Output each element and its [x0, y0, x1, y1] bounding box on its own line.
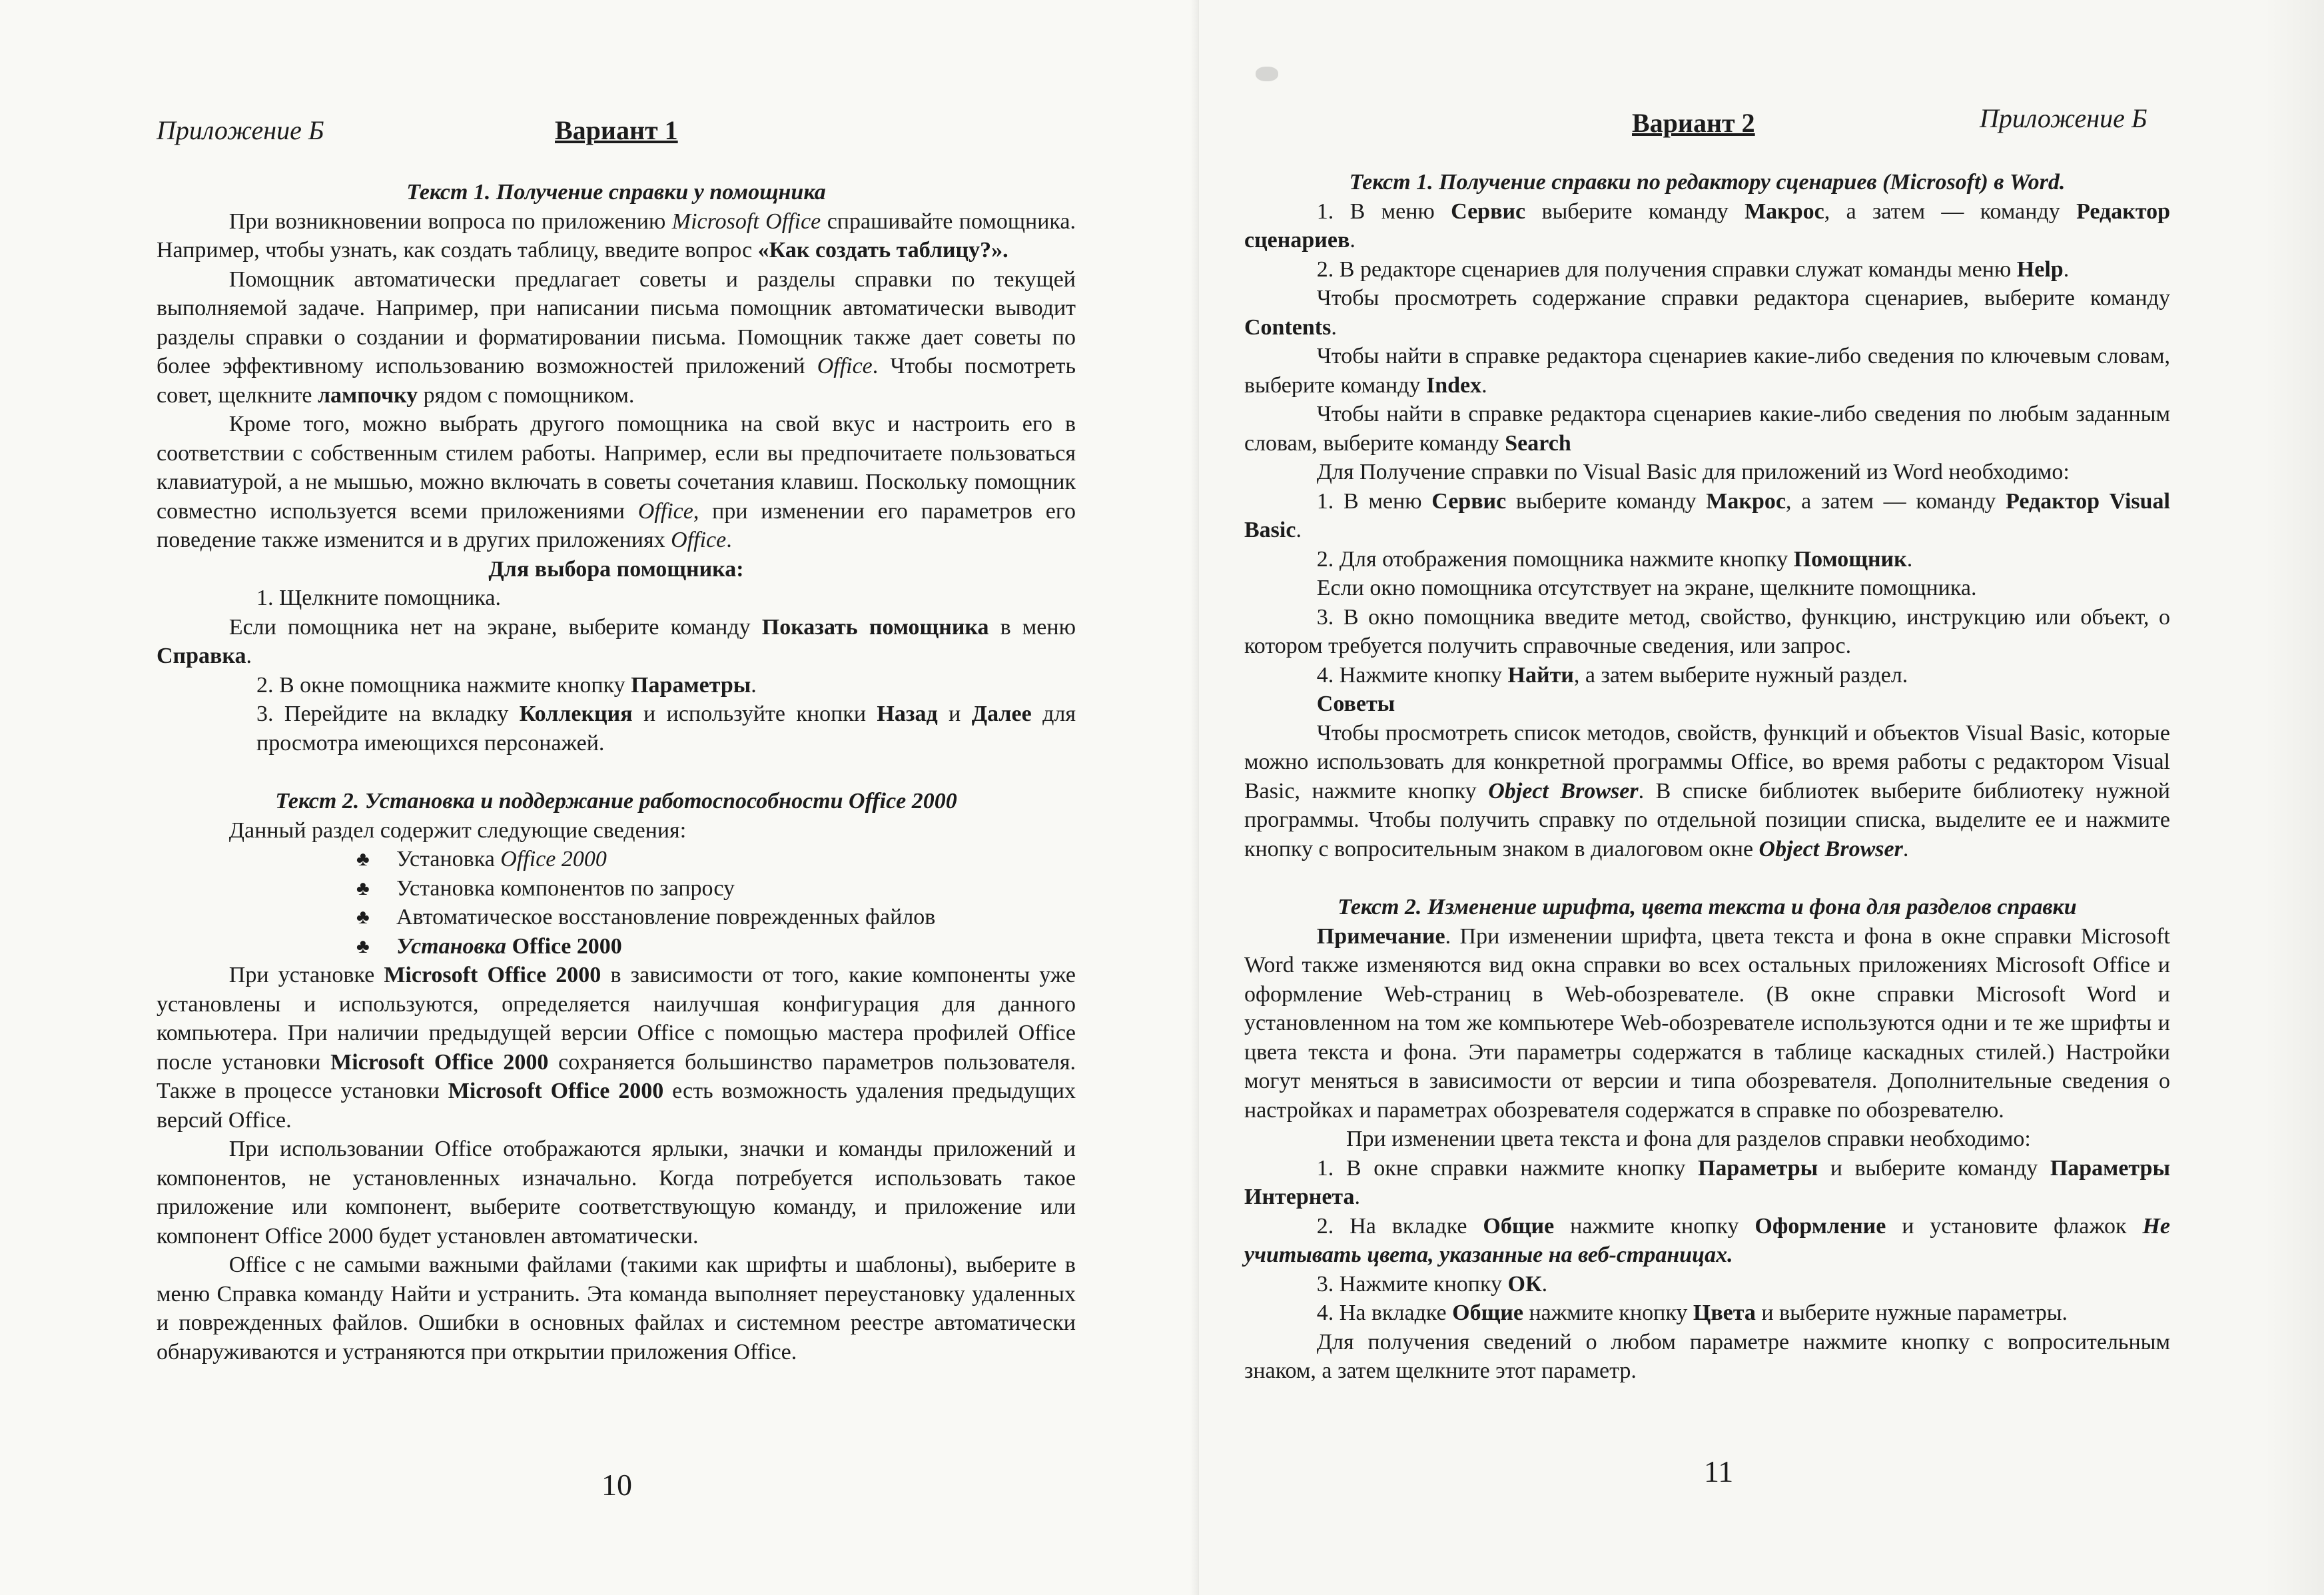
- paragraph: Чтобы просмотреть содержание справки редактора сценариев, выберите команду Contents.: [1244, 286, 2170, 340]
- paragraph: Кроме того, можно выбрать другого помощника на свой вкус и настроить его в соответствии с собственным стилем работы. Например, если вы предпочитаете пользоваться клавиатурой, а не мышью, можно включать в советы сочетания клавиш. Поскольку помощник совместно используется всеми приложениями Office, при изменении его параметров его поведение также изменится и в других приложениях Office.: [157, 412, 1076, 552]
- spacer: [1244, 863, 2170, 893]
- page-edge-shadow: [2265, 0, 2324, 1595]
- club-bullet-icon: ♣: [356, 906, 370, 928]
- paragraph: Чтобы просмотреть список методов, свойств, функций и объектов Visual Basic, которые можно использовать для конкретной программы Office, во время работы с редактором Visual Basic, нажмите кнопку Object Browser. В списке библиотек выберите библиотеку нужной программы. Чтобы получить справку по отдельной позиции списка, выделите ее и нажмите кнопку с вопросительным знаком в диалоговом окне Object Browser.: [1244, 720, 2170, 861]
- list-item: ♣ Автоматическое восстановление поврежденных файлов: [396, 903, 1076, 932]
- club-bullet-icon: ♣: [356, 935, 370, 957]
- left-header-appendix: Приложение Б: [157, 115, 324, 145]
- left-header-variant: Вариант 1: [555, 115, 678, 145]
- right-page-body: [1244, 168, 2170, 1386]
- paragraph: 1. В меню Сервис выберите команду Макрос, а затем — команду Редактор Visual Basic.: [1244, 488, 2170, 542]
- list-item: ♣ Установка Office 2000: [396, 845, 1076, 874]
- list-item: ♣ Установка Office 2000: [396, 932, 1076, 961]
- left-page-number: 10: [601, 1468, 632, 1502]
- paragraph: Для получения сведений о любом параметре нажмите кнопку с вопросительным знаком, а затем щелкните этот параметр.: [1244, 1329, 2170, 1383]
- step-item: 1. Щелкните помощника.: [256, 586, 501, 610]
- paragraph: 4. Нажмите кнопку Найти, а затем выберите нужный раздел.: [1316, 662, 1908, 688]
- right-header-variant: Вариант 2: [1632, 108, 1755, 138]
- paragraph: Данный раздел содержит следующие сведения:: [228, 817, 687, 843]
- paragraph: Для Получение справки по Visual Basic для приложений из Word необходимо:: [1316, 460, 2070, 484]
- right-page: [1199, 0, 2324, 1595]
- text2-heading: Текст 2. Изменение шрифта, цвета текста и фона для разделов справки: [1338, 895, 2077, 919]
- scan-artifact: [1256, 67, 1278, 81]
- paragraph: При установке Microsoft Office 2000 в зависимости от того, какие компоненты уже установлены и используются, определяется наилучшая конфигурация для данного компьютера. При наличии предыдущей версии Office с помощью мастера профилей Office после установки Microsoft Office 2000 сохраняется большинство параметров пользователя. Также в процессе установки Microsoft Office 2000 есть возможность удаления предыдущих версий Office.: [157, 963, 1076, 1133]
- text1-heading: Текст 1. Получение справки у помощника: [406, 180, 826, 205]
- paragraph: 4. На вкладке Общие нажмите кнопку Цвета и выберите нужные параметры.: [1316, 1301, 2068, 1325]
- tips-heading: Советы: [1316, 692, 1395, 716]
- choose-assistant-heading: Для выбора помощника:: [488, 556, 744, 582]
- left-page-body: [157, 178, 1076, 1366]
- paragraph: Office с не самыми важными файлами (такими как шрифты и шаблоны), выберите в меню Справка команду Найти и устранить. Эта команда выполняет переустановку удаленных и поврежденных файлов. Ошибки в основных файлах и системном реестре автоматически обнаруживаются и устраняются при открытии приложения Office.: [157, 1253, 1076, 1364]
- step-item: 2. В окне помощника нажмите кнопку Параметры.: [256, 672, 757, 698]
- paragraph: При возникновении вопроса по приложению Microsoft Office спрашивайте помощника. Например, чтобы узнать, как создать таблицу, введите вопрос «Как создать таблицу?».: [157, 209, 1076, 263]
- paragraph: Примечание. При изменении шрифта, цвета текста и фона в окне справки Microsoft Word также изменяются вид окна справки во всех остальных приложениях Microsoft Office и оформление Web-страниц в Web-обозревателе. (В окне справки Microsoft Word и установленном на том же компьютере Web-обозревателе используются одни и те же шрифты и цвета текста и фона. Эти параметры содержатся в таблице каскадных стилей.) Настройки могут меняться в зависимости от версии и типа обозревателя. Дополнительные сведения о настройках и параметрах обозревателя содержатся в справке по обозревателю.: [1244, 923, 2170, 1123]
- paragraph: Если окно помощника отсутствует на экране, щелкните помощника.: [1316, 576, 1977, 600]
- paragraph: При использовании Office отображаются ярлыки, значки и команды приложений и компонентов, не установленных изначально. Когда потребуется использовать такое приложение или компонент, выберите соответствующую команду, и приложение или компонент Office 2000 будет установлен автоматически.: [157, 1137, 1076, 1249]
- paragraph: 3. В окно помощника введите метод, свойство, функцию, инструкцию или объект, о котором требуется получить справочные сведения, или запрос.: [1244, 604, 2170, 658]
- paragraph: 3. Нажмите кнопку ОК.: [1316, 1271, 1548, 1297]
- paragraph: Если помощника нет на экране, выберите команду Показать помощника в меню Справка.: [157, 614, 1076, 668]
- right-page-number: 11: [1704, 1454, 1734, 1488]
- text1-heading: Текст 1. Получение справки по редактору сценариев (Microsoft) в Word.: [1349, 170, 2066, 195]
- spacer: [157, 758, 1076, 787]
- paragraph: Чтобы найти в справке редактора сценариев какие-либо сведения по ключевым словам, выберите команду Index.: [1244, 344, 2170, 398]
- paragraph: 1. В окне справки нажмите кнопку Параметры и выберите команду Параметры Интернета.: [1244, 1155, 2170, 1209]
- paragraph: Помощник автоматически предлагает советы и разделы справки по текущей выполняемой задаче. Например, при написании письма помощник автоматически выводит разделы справки о создании и форматировании письма. Помощник также дает советы по более эффективному использованию возможностей приложений Office. Чтобы посмотреть совет, щелкните лампочку рядом с помощником.: [157, 266, 1076, 408]
- club-bullet-icon: ♣: [356, 848, 370, 870]
- paragraph: 1. В меню Сервис выберите команду Макрос, а затем — команду Редактор сценариев.: [1244, 199, 2170, 253]
- bullet-list: [157, 845, 1076, 961]
- paragraph: 2. На вкладке Общие нажмите кнопку Оформление и установите флажок Не учитывать цвета, указанные на веб-страницах.: [1244, 1213, 2171, 1267]
- step-item: 3. Перейдите на вкладку Коллекция и используйте кнопки Назад и Далее для просмотра имеющихся персонажей.: [256, 702, 1076, 756]
- club-bullet-icon: ♣: [356, 877, 370, 899]
- paragraph: 2. В редакторе сценариев для получения справки служат команды меню Help.: [1316, 257, 2070, 282]
- text2-heading: Текст 2. Установка и поддержание работоспособности Office 2000: [275, 789, 957, 813]
- right-header-appendix: Приложение Б: [1980, 103, 2147, 133]
- paragraph: При изменении цвета текста и фона для разделов справки необходимо:: [1346, 1127, 2031, 1151]
- paragraph: 2. Для отображения помощника нажмите кнопку Помощник.: [1316, 546, 1913, 572]
- list-item: ♣ Установка компонентов по запросу: [396, 874, 1076, 903]
- paragraph: Чтобы найти в справке редактора сценариев какие-либо сведения по любым заданным словам, выберите команду Search: [1244, 402, 2170, 456]
